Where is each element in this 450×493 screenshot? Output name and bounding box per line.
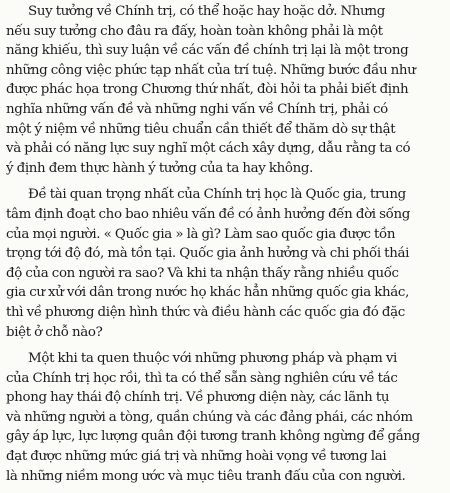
text-line: độ của con người ra sao? Và khi ta nhận thấy rằng nhiều quốc	[6, 265, 399, 281]
paragraph-2	[6, 185, 444, 342]
text-line: trọng tới độ đó, mà tồn tại. Quốc gia ảnh hưởng và chi phối thái	[6, 246, 410, 262]
text-line: nếu suy tưởng cho đâu ra đấy, hoàn toàn không phải là một	[6, 23, 383, 39]
text-line: và phải có năng lực suy nghĩ một cách xây dựng, dẫu rằng ta có	[6, 141, 411, 157]
text-line: gia cư xử với dân trong nước họ khác hẳn những quốc gia khác,	[6, 285, 409, 301]
text-line: và những người a tòng, quần chúng và các đảng phái, các nhóm	[6, 409, 413, 425]
text-line: ý định đem thực hành ý tưởng của ta hay không.	[6, 160, 314, 176]
text-line: được phác họa trong Chương thứ nhất, đòi hỏi ta phải biết định	[6, 82, 409, 98]
text-line: của mọi người. « Quốc gia » là gì? Làm sao quốc gia được tồn	[6, 226, 396, 242]
text-line: nghĩa những vấn đề và những nghi vấn về Chính trị, phải có	[6, 101, 388, 117]
paragraph-3	[6, 349, 444, 486]
text-line: là những niềm mong ước và mục tiêu tranh đấu của con người.	[6, 468, 406, 484]
text-line: đạt được những mức giá trị và những hoài vọng về tương lai	[6, 449, 387, 465]
text-line: Một khi ta quen thuộc với những phương pháp và phạm vi	[28, 351, 397, 367]
text-line: phong hay thái độ chính trị. Về phương diện này, các lãnh tụ	[6, 390, 390, 406]
paragraph-1	[6, 2, 444, 178]
text-line: Đề tài quan trọng nhất của Chính trị học là Quốc gia, trung	[28, 187, 406, 203]
text-line: gây áp lực, lực lượng quân đội tương tranh không ngừng để gắng	[6, 429, 420, 445]
text-line: một ý niệm về những tiêu chuẩn cần thiết để thăm dò sự thật	[6, 121, 396, 137]
text-line: biệt ở chỗ nào?	[6, 324, 103, 340]
text-line: của Chính trị học rồi, thì ta có thể sẵn sàng nghiên cứu về tác	[6, 370, 398, 386]
text-line: Suy tưởng về Chính trị, có thể hoặc hay hoặc dở. Nhưng	[28, 4, 385, 19]
text-line: năng khiếu, thì suy luận về các vấn đề chính trị lại là một trong	[6, 43, 409, 59]
text-line: tâm định đoạt cho bao nhiêu vấn đề có ảnh hưởng đến đời sống	[6, 206, 410, 222]
text-line: thì về phương diện hình thức và điều hành các quốc gia đó đặc	[6, 304, 405, 320]
text-line: những công việc phức tạp nhất của trí tuệ. Những bước đầu như	[6, 62, 416, 78]
document-page	[6, 2, 444, 493]
